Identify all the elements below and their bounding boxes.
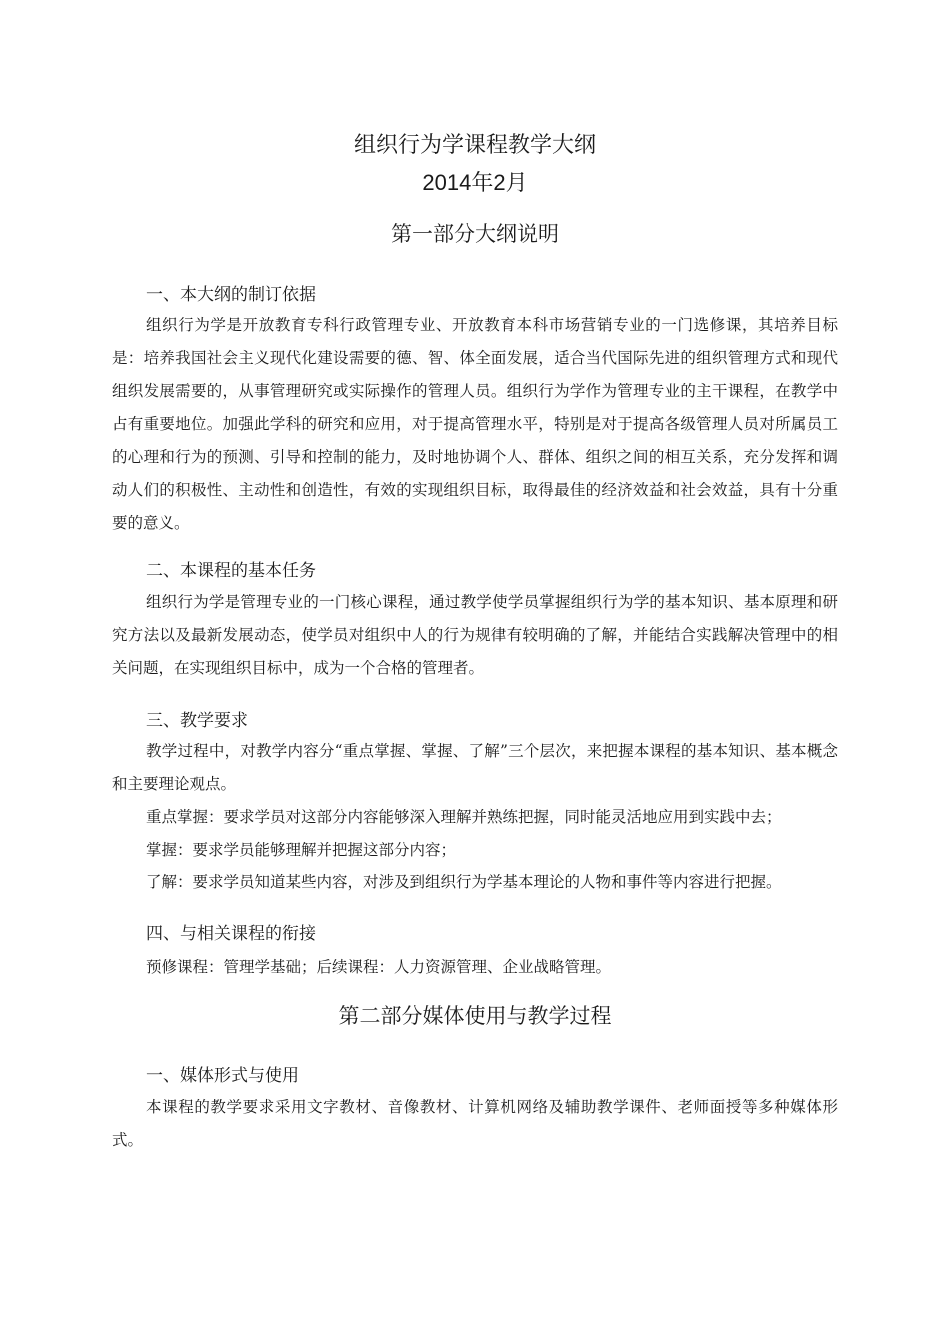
paragraph: 本课程的教学要求采用文字教材、音像教材、计算机网络及辅助教学课件、老师面授等多种媒体形式。 [112, 1098, 838, 1149]
paragraph: 组织行为学是管理专业的一门核心课程，通过教学使学员掌握组织行为学的基本知识、基本原理和研究方法以及最新发展动态，使学员对组织中人的行为规律有较明确的了解，并能结合实践解决管理中的相关问题，在实现组织目标中，成为一个合格的管理者。 [112, 593, 838, 677]
section-heading: 一、媒体形式与使用 [146, 1066, 299, 1086]
part1-title: 第一部分大纲说明 [391, 222, 559, 246]
requirement-line: 重点掌握：要求学员对这部分内容能够深入理解并熟练把握，同时能灵活地应用到实践中去； [146, 808, 782, 826]
section-heading: 四、与相关课程的衔接 [146, 924, 316, 944]
document-date: 2014年2月 [422, 170, 528, 195]
paragraph: 教学过程中，对教学内容分“重点掌握、掌握、了解”三个层次，来把握本课程的基本知识、基本概念和主要理论观点。 [112, 742, 838, 793]
course-link-line: 预修课程：管理学基础；后续课程：人力资源管理、企业战略管理。 [146, 958, 612, 976]
section-heading: 一、本大纲的制订依据 [146, 285, 316, 305]
section-heading: 二、本课程的基本任务 [146, 561, 316, 581]
section-heading: 三、教学要求 [146, 711, 248, 731]
document-title: 组织行为学课程教学大纲 [353, 133, 596, 158]
requirement-line: 掌握：要求学员能够理解并把握这部分内容； [146, 841, 457, 859]
paragraph: 组织行为学是开放教育专科行政管理专业、开放教育本科市场营销专业的一门选修课，其培养目标是：培养我国社会主义现代化建设需要的德、智、体全面发展，适合当代国际先进的组织管理方式和现代组织发展需要的，从事管理研究或实际操作的管理人员。组织行为学作为管理专业的主干课程，在教学中占有重要地位。加强此学科的研究和应用，对于提高管理水平，特别是对于提高各级管理人员对所属员工的心理和行为的预测、引导和控制的能力，及时地协调个人、群体、组织之间的相互关系，充分发挥和调动人们的积极性、主动性和创造性，有效的实现组织目标，取得最佳的经济效益和社会效益，具有十分重要的意义。 [112, 316, 838, 532]
requirement-line: 了解：要求学员知道某些内容，对涉及到组织行为学基本理论的人物和事件等内容进行把握。 [146, 873, 782, 891]
part2-title: 第二部分媒体使用与教学过程 [338, 1004, 612, 1028]
